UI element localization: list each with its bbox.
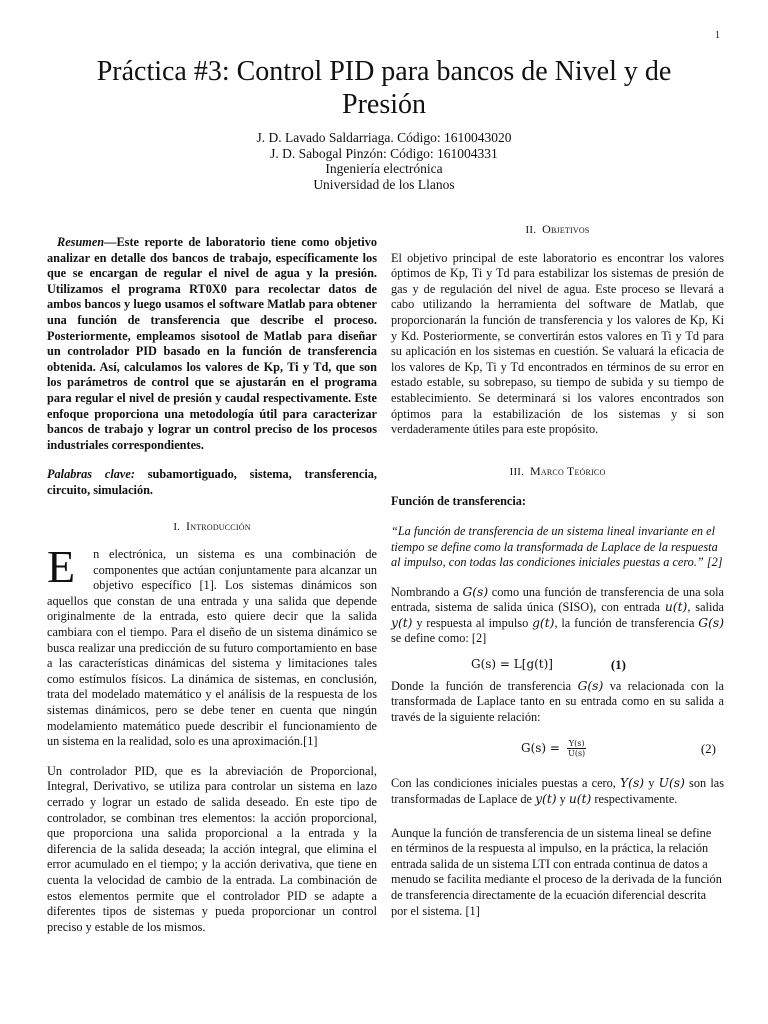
left-column — [47, 235, 377, 949]
equation-2-fraction: $\frac{Y(s)}{U(s)}$ — [568, 739, 586, 759]
marco-paragraph-2: Donde la función de transferencia G(s) va relacionada con la transformada de Laplace tanto en su entrada como en su salida a través de la siguiente relación: — [391, 678, 724, 724]
abstract-text: —Este reporte de laboratorio tiene como objetivo analizar en detalle dos bancos de trabajo, específicamente los que se encargan de regular el nivel de agua y la presión. Utilizamos el programa RT0X0 para recolectar datos de ambos bancos y luego usamos el software Matlab para obtener una función de transferencia que describe el proceso. Posteriormente, empleamos sisotool de Matlab para diseñar un controlador PID basado en la función de transferencia obtenida. Así, calculamos los valores de Kp, Ti y Td, que son los parámetros de control que se ajustarán en el programa para regular el nivel de presión y caudal respectivamente. Este enfoque proporciona una metodología útil para caracterizar bancos de trabajo y lograr un control preciso de los procesos industriales correspondientes. — [47, 235, 377, 452]
equation-2-body: G(s) = $\frac{Y(s)}{U(s)}$ — [521, 739, 586, 759]
marco-paragraph-1: Nombrando a G(s) como una función de transferencia de una sola entrada, sistema de salida única (SISO), con entrada u(t), salida y(t) y respuesta al impulso g(t), la función de transferencia G(s) se define como: [2] — [391, 584, 724, 646]
equation-1-body: G(s) = L[g(t)] — [471, 657, 553, 672]
section-heading-objetivos: II. Objetivos — [525, 222, 590, 236]
keywords-text: subamortiguado, sistema, transferencia, circuito, simulación. — [47, 467, 377, 497]
equation-2 — [391, 739, 724, 758]
right-column — [391, 222, 724, 933]
marco-paragraph-3: Con las condiciones iniciales puestas a cero, Y(s) y U(s) son las transformadas de Laplace de y(t) y u(t) respectivamente. — [391, 776, 724, 807]
marco-paragraph-4: Aunque la función de transferencia de un sistema lineal se define en términos de la respuesta al impulso, en la práctica, la relación entrada salida de un sistema LTI con entrada continua de datos a menudo se facilita mediante el proceso de la derivada de la función de transferencia directamente de la ecuación diferencial descrita por el sistema. [1] — [391, 825, 722, 918]
page-number: 1 — [715, 30, 720, 41]
intro-paragraph-2: Un controlador PID, que es la abreviación de Proporcional, Integral, Derivativo, se utiliza para controlar un sistema en lazo cerrado y lograr un estado de salida deseado. En este tipo de controlador, se combinan tres elementos: la acción proporcional, que proporciona una salida proporcional a la entrada y la diferencia de la salida deseada; la acción integral, que elimina el error acumulado en el tiempo; y la acción derivativa, que tiene en cuenta la velocidad de cambio de la entrada. La combinación de estos elementos permite que el controlador PID se adapte a diferentes tipos de sistemas y pueda proporcionar un control preciso y estable de los mismos. — [47, 763, 377, 934]
definition-quote: “La función de transferencia de un sistema lineal invariante en el tiempo se define como la transformada de Laplace de la respuesta al impulso, con todas las condiciones iniciales puestas a cero.” [2] — [391, 523, 723, 570]
abstract-lead: Resumen — [57, 235, 105, 249]
equation-2-number: (2) — [700, 741, 716, 757]
subheading-funcion-transferencia: Función de transferencia: — [391, 494, 527, 509]
equation-1 — [391, 657, 724, 673]
keywords — [47, 467, 377, 498]
equation-1-number: (1) — [610, 657, 626, 673]
department: Ingeniería electrónica — [325, 161, 443, 176]
author-1: J. D. Lavado Saldarriaga. Código: 1610043020 — [256, 130, 512, 145]
section-heading-marco: III. Marco Teórico — [509, 463, 606, 478]
keywords-lead: Palabras clave: — [47, 467, 135, 482]
university: Universidad de los Llanos — [313, 176, 455, 192]
section-heading-introduccion: I. Introducción — [173, 518, 251, 533]
dropcap-letter: E — [47, 541, 76, 593]
paper-title: Práctica #3: Control PID para bancos de Nivel y de Presión — [96, 56, 672, 120]
abstract — [47, 235, 377, 453]
objetivos-paragraph: El objetivo principal de este laboratorio es encontrar los valores óptimos de Kp, Ti y Td para estabilizar los sistemas de presión de gas y de regulación del nivel de agua. Este proceso se llevará a cabo utilizando la herramienta del software de Matlab, que proporcionarán la función de transferencia y los valores de Kp, Ki y Kd. Posteriormente, se convertirán estos valores en Ti y Td para su aplicación en los sistemas en cuestión. Se valuará la eficacia de los valores de Kp, Ti y Td encontrados en términos de su error en estado estable, su sobrepaso, su tiempo de subida y su tiempo de establecimiento. Se determinará si los valores encontrados son óptimos para la estabilización de los sistemas y si son verdaderamente útiles para este propósito. — [391, 250, 724, 437]
author-2: J. D. Sabogal Pinzón: Código: 161004331 — [270, 145, 498, 161]
author-block — [60, 130, 708, 192]
intro-paragraph-1: E n electrónica, un sistema es una combinación de componentes que actúan conjuntamente para alcanzar un objetivo específico [1]. Los sistemas dinámicos son aquellos que constan de una entrada y una salida que depende originalmente de la entrada, esto quiere decir que la salida cambiara con el tiempo. Para el diseño de un sistema dinámico se busca realizar una predicción de su futuro comportamiento en base a las características dinámicas del sistema y limitaciones tales como estímulos físicos. La dinámica de sistemas, en conclusión, trata del modelado matemático y el análisis de la respuesta de los sistemas dinámicos, pero se debe tener en cuenta que ningún modelamiento matemático puede describir el funcionamiento de un sistema en la realidad, solo es una aproximación.[1] — [47, 541, 377, 749]
